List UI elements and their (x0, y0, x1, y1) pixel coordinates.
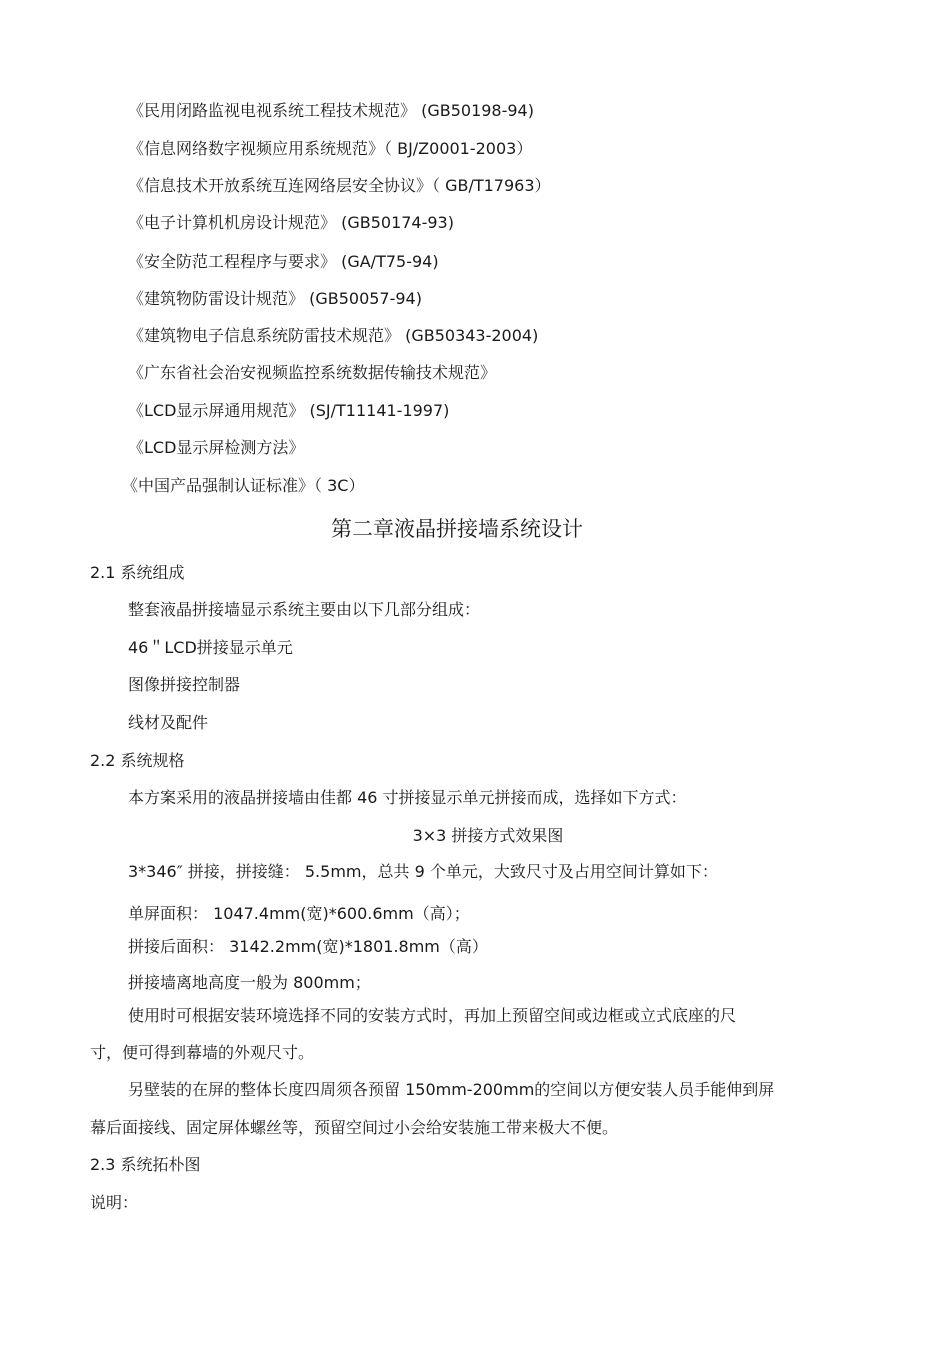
paragraph-line: 寸，便可得到幕墙的外观尺寸。 (90, 1043, 315, 1062)
spec-line: 3*346″ 拼接，拼接缝： 5.5mm，总共 9 个单元，大致尺寸及占用空间计算如下： (128, 862, 718, 881)
reference-item: 《民用闭路监视电视系统工程技术规范》 (GB50198-94) (128, 101, 534, 120)
reference-item: 《信息技术开放系统互连网络层安全协议》（ GB/T17963） (128, 176, 551, 195)
reference-item: 《建筑物防雷设计规范》 (GB50057-94) (128, 289, 422, 308)
paragraph-line: 幕后面接线、固定屏体螺丝等，预留空间过小会给安装施工带来极大不便。 (90, 1118, 619, 1137)
component-item: 线材及配件 (128, 713, 209, 732)
reference-item: 《安全防范工程程序与要求》 (GA/T75-94) (128, 252, 439, 271)
component-item: 图像拼接控制器 (128, 675, 241, 694)
reference-item: 《建筑物电子信息系统防雷技术规范》 (GB50343-2004) (128, 326, 539, 345)
component-item: 46＂LCD拼接显示单元 (128, 638, 293, 657)
section-heading-2-2: 2.2 系统规格 (90, 751, 185, 770)
section-heading-2-1: 2.1 系统组成 (90, 563, 185, 582)
reference-item: 《LCD显示屏检测方法》 (128, 438, 305, 457)
reference-item: 《广东省社会治安视频监控系统数据传输技术规范》 (128, 363, 497, 382)
chapter-title: 第二章液晶拼接墙系统设计 (331, 517, 583, 541)
mounting-height: 拼接墙离地高度一般为 800mm； (128, 973, 371, 992)
paragraph-line: 使用时可根据安装环境选择不同的安装方式时，再加上预留空间或边框或立式底座的尺 (128, 1006, 737, 1025)
section-heading-2-3: 2.3 系统拓朴图 (90, 1155, 201, 1174)
single-screen-area: 单屏面积： 1047.4mm(宽)*600.6mm（高）； (128, 904, 470, 923)
section-2-2-intro: 本方案采用的液晶拼接墙由佳都 46 寸拼接显示单元拼接而成，选择如下方式： (128, 788, 687, 807)
figure-caption: 3×3 拼接方式效果图 (412, 826, 564, 845)
reference-item: 《信息网络数字视频应用系统规范》（ BJ/Z0001-2003） (128, 139, 533, 158)
paragraph-line: 另壁装的在屏的整体长度四周须各预留 150mm-200mm的空间以方便安装人员手能伸到屏 (128, 1080, 775, 1099)
section-2-1-intro: 整套液晶拼接墙显示系统主要由以下几部分组成： (128, 600, 481, 619)
note-label: 说明： (90, 1193, 139, 1212)
reference-item: 《中国产品强制认证标准》（ 3C） (122, 476, 365, 495)
reference-item: 《电子计算机机房设计规范》 (GB50174-93) (128, 213, 454, 232)
total-area: 拼接后面积： 3142.2mm(宽)*1801.8mm（高） (128, 937, 488, 956)
reference-item: 《LCD显示屏通用规范》 (SJ/T11141-1997) (128, 401, 450, 420)
